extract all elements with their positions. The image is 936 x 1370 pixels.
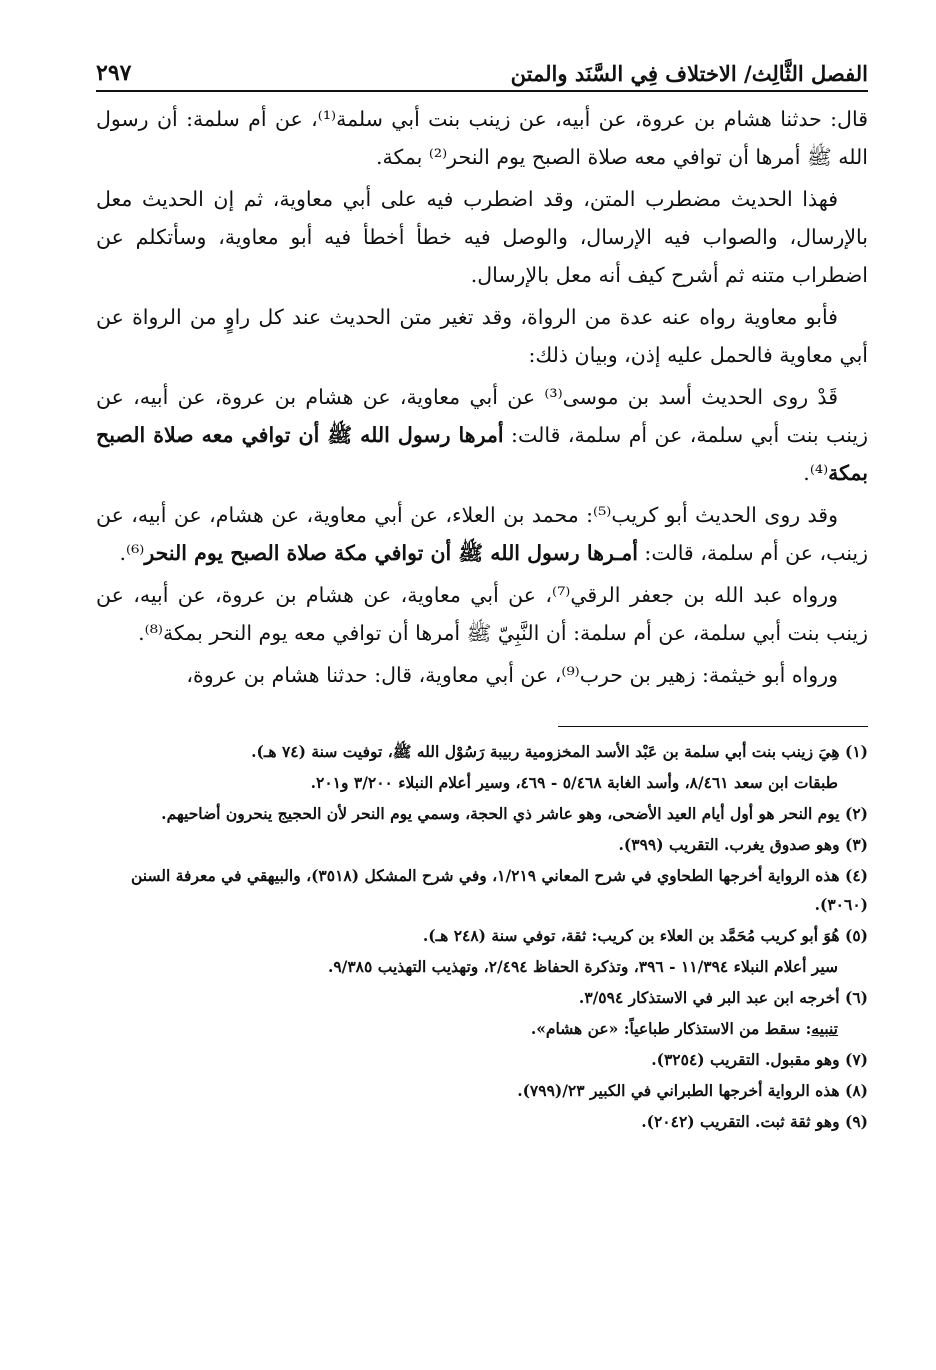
page-number: ٢٩٧ xyxy=(96,60,132,86)
footnote-8: (٨) هذه الرواية أخرجها الطبراني في الكبير ٢٣/(٧٩٩). xyxy=(517,1081,868,1100)
paragraph-4-ref: ⁽⁴⁾. xyxy=(803,461,829,485)
note-text: : سقط من الاستذكار طباعياً: «عن هشام». xyxy=(530,1019,812,1038)
main-text xyxy=(96,100,868,694)
paragraph-5-text: وقد روى الحديث أبو كريب⁽⁵⁾: محمد بن العلاء، عن أبي معاوية، عن هشام، عن أبيه، عن زينب، عن أم سلمة، قالت: xyxy=(96,503,868,565)
paragraph-2: فهذا الحديث مضطرب المتن، وقد اضطرب فيه على أبي معاوية، ثم إن الحديث معل بالإرسال، والصواب فيه الإرسال، والوصل فيه خطأ أخطأ فيه أبو معاوية، وسأتكلم عن اضطراب متنه ثم أشرح كيف أنه معل بالإرسال. xyxy=(96,187,868,287)
footnote-5-sources: سير أعلام النبلاء ١١/٣٩٤ - ٣٩٦، وتذكرة الحفاظ ٢/٤٩٤، وتهذيب التهذيب ٩/٣٨٥. xyxy=(327,957,838,976)
footnote-4: (٤) هذه الرواية أخرجها الطحاوي في شرح المعاني ١/٢١٩، وفي شرح المشكل (٣٥١٨)، والبيهقي في معرفة السنن (٣٠٦٠). xyxy=(131,866,868,914)
paragraph-4-quote: أمرها رسول الله ﷺ أن توافي معه صلاة الصبح بمكة xyxy=(96,423,868,485)
footnote-7: (٧) وهو مقبول. التقريب (٣٢٥٤). xyxy=(651,1050,868,1069)
paragraph-3: فأبو معاوية رواه عنه عدة من الرواة، وقد تغير متن الحديث عند كل راوٍ من الرواة عن أبي معاوية فالحمل عليه إذن، وبيان ذلك: xyxy=(96,305,868,367)
footnote-1: (١) هِيَ زينب بنت أبي سلمة بن عَبْد الأسد المخزومية ربيبة رَسُوْل الله ﷺ، توفيت سنة (٧٤ هـ). xyxy=(251,742,868,761)
note-label: تنبيه xyxy=(811,1019,838,1038)
footnote-6-note xyxy=(96,1014,868,1043)
footnote-9: (٩) وهو ثقة ثبت. التقريب (٢٠٤٢). xyxy=(641,1112,868,1131)
paragraph-1: قال: حدثنا هشام بن عروة، عن أبيه، عن زينب بنت أبي سلمة⁽¹⁾، عن أم سلمة: أن رسول الله ﷺ أمرها أن توافي معه صلاة الصبح يوم النحر⁽²⁾ بمكة. xyxy=(96,107,868,169)
paragraph-6: ورواه عبد الله بن جعفر الرقي⁽⁷⁾، عن أبي معاوية، عن هشام بن عروة، عن أبيه، عن زينب بنت أبي سلمة، عن أم سلمة: أن النَّبِيّ ﷺ أمرها أن توافي معه يوم النحر بمكة⁽⁸⁾. xyxy=(96,583,868,645)
footnote-1-sources: طبقات ابن سعد ٨/٤٦١، وأسد الغابة ٥/٤٦٨ - ٤٦٩، وسير أعلام النبلاء ٣/٢٠٠ و٢٠١. xyxy=(310,773,838,792)
paragraph-5-quote: أمـرها رسول الله ﷺ أن توافي مكة صلاة الصبح يوم النحر xyxy=(144,541,638,565)
page-header xyxy=(96,52,868,92)
footnote-3: (٣) وهو صدوق يغرب. التقريب (٣٩٩). xyxy=(618,835,868,854)
footnote-2: (٢) يوم النحر هو أول أيام العيد الأضحى، وهو عاشر ذي الحجة، وسمي يوم النحر لأن الحجيج ينحرون أضاحيهم. xyxy=(161,804,868,823)
paragraph-4-text: قَدْ روى الحديث أسد بن موسى⁽³⁾ عن أبي معاوية، عن هشام بن عروة، عن أبيه، عن زينب بنت أبي سلمة، عن أم سلمة، قالت: xyxy=(96,385,868,447)
paragraph-5 xyxy=(96,496,868,572)
footnote-5: (٥) هُوَ أبو كريب مُحَمَّد بن العلاء بن كريب: ثقة، توفي سنة (٢٤٨ هـ). xyxy=(422,926,868,945)
paragraph-5-ref: ⁽⁶⁾. xyxy=(119,541,145,565)
footnotes xyxy=(96,737,868,1136)
paragraph-4 xyxy=(96,378,868,492)
running-title: الفصل الثَّالِث/ الاختلاف فِي السَّنَد والمتن xyxy=(510,61,868,86)
footnote-divider xyxy=(558,726,868,727)
paragraph-7: ورواه أبو خيثمة: زهير بن حرب⁽⁹⁾، عن أبي معاوية، قال: حدثنا هشام بن عروة، xyxy=(186,663,838,687)
footnote-6: (٦) أخرجه ابن عبد البر في الاستذكار ٣/٥٩٤. xyxy=(578,988,868,1007)
